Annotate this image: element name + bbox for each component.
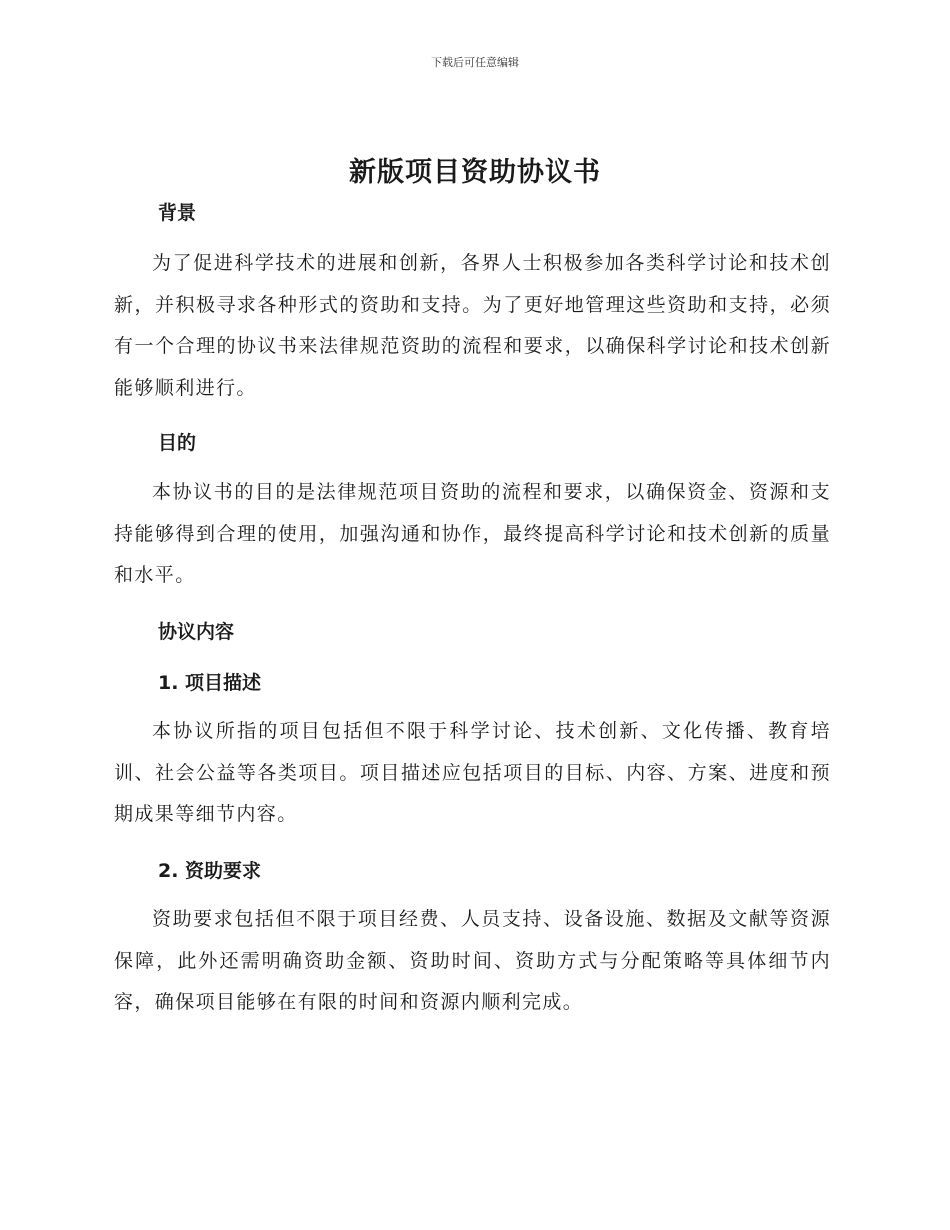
document-title: 新版项目资助协议书: [349, 157, 601, 188]
section-paragraph-purpose: 本协议书的目的是法律规范项目资助的流程和要求，以确保资金、资源和支持能够得到合理的使用，加强沟通和协作，最终提高科学讨论和技术创新的质量和水平。: [114, 481, 831, 587]
section-heading-purpose: 目的: [158, 432, 197, 454]
section-heading-item2: 2. 资助要求: [158, 860, 262, 882]
section-heading-content: 协议内容: [158, 621, 235, 643]
header-note: 下载后可任意编辑: [431, 56, 519, 69]
section-paragraph-item1: 本协议所指的项目包括但不限于科学讨论、技术创新、文化传播、教育培训、社会公益等各类项目。项目描述应包括项目的目标、内容、方案、进度和预期成果等细节内容。: [114, 720, 831, 826]
section-heading-item1: 1. 项目描述: [158, 672, 262, 694]
section-heading-background: 背景: [158, 202, 197, 224]
section-paragraph-item2: 资助要求包括但不限于项目经费、人员支持、设备设施、数据及文献等资源保障，此外还需明确资助金额、资助时间、资助方式与分配策略等具体细节内容，确保项目能够在有限的时间和资源内顺利完成。: [114, 908, 831, 1014]
section-paragraph-background: 为了促进科学技术的进展和创新，各界人士积极参加各类科学讨论和技术创新，并积极寻求各种形式的资助和支持。为了更好地管理这些资助和支持，必须有一个合理的协议书来法律规范资助的流程和要求，以确保科学讨论和技术创新能够顺利进行。: [114, 252, 831, 400]
